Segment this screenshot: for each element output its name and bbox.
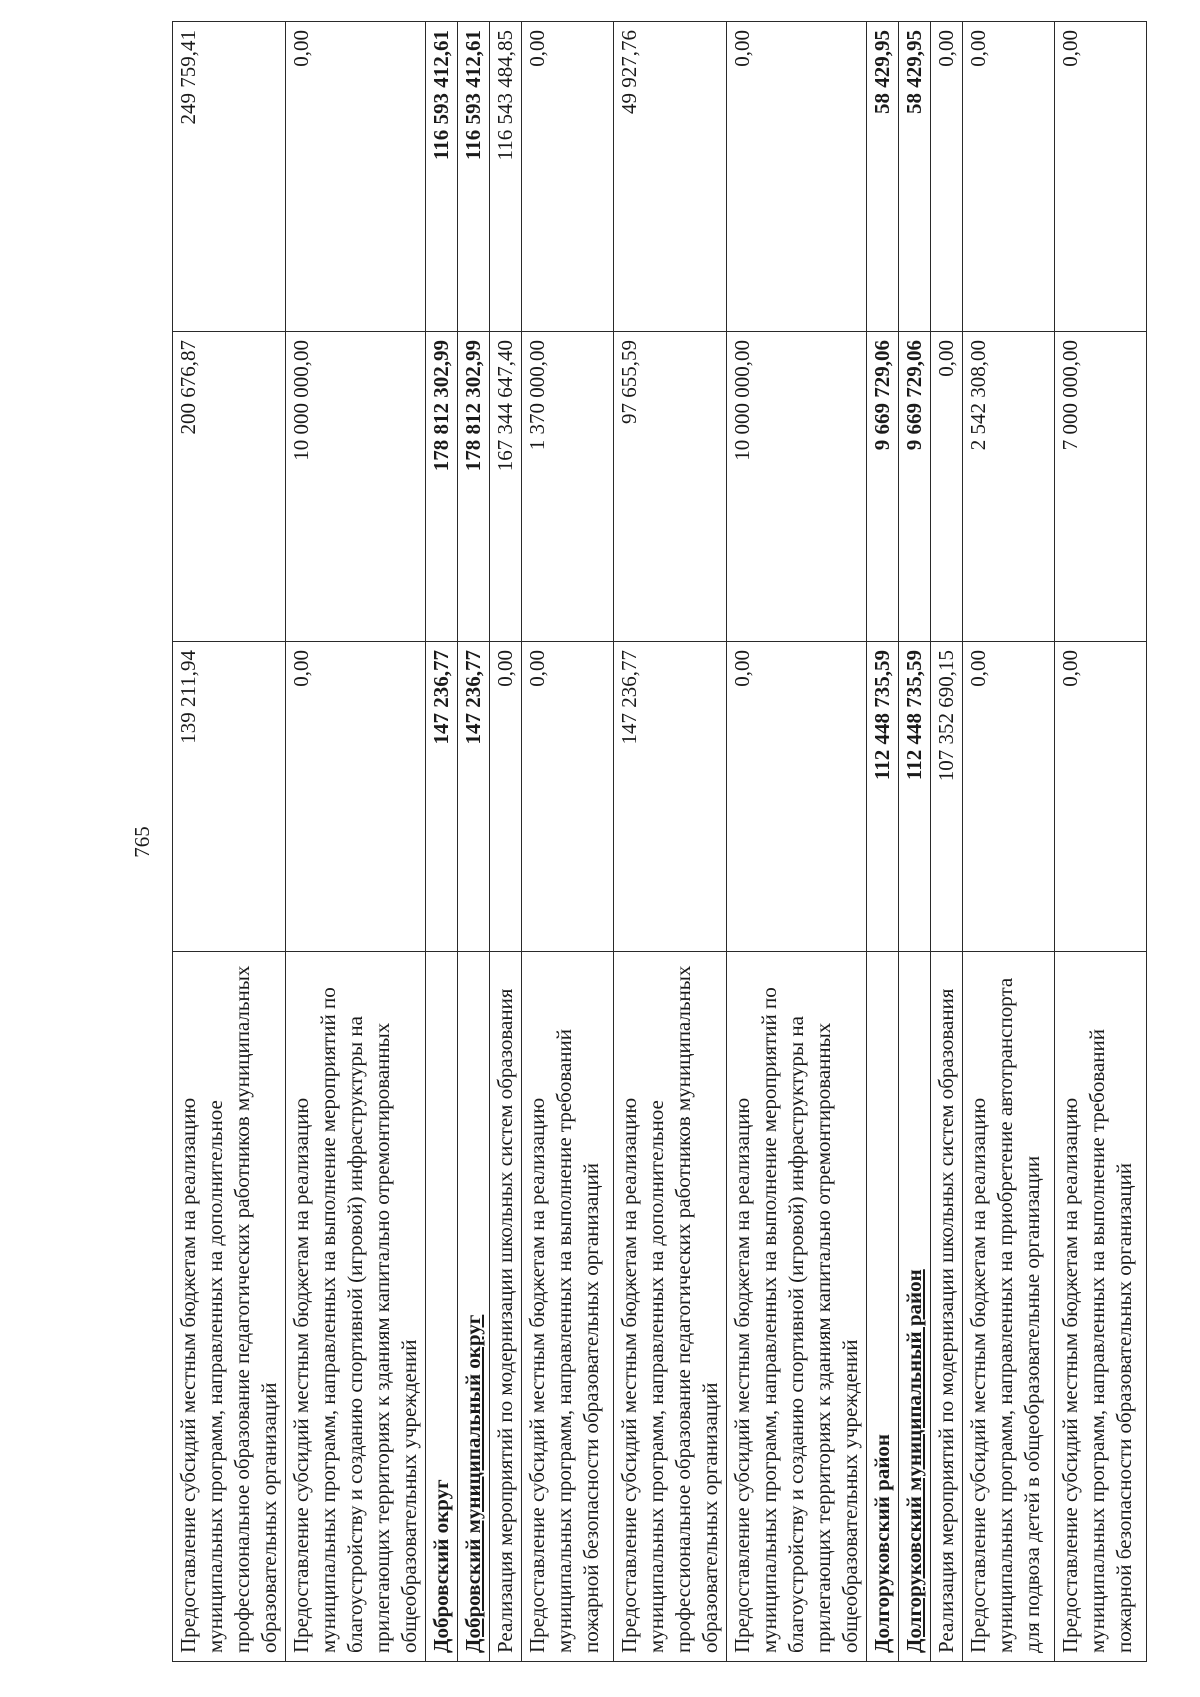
table-row <box>963 22 1055 1662</box>
row-label: Предоставление субсидий местным бюджетам на реализацию муниципальных программ, направленных на выполнение мероприятий по благоустройству и созданию спортивной (игровой) инфраструктуры на прилегающих территориях к зданиям капитально отремонтированных общеобразовательных учреждений <box>286 952 426 1662</box>
value-cell: 7 000 000,00 <box>1055 332 1147 642</box>
value-cell: 178 812 302,99 <box>426 332 458 642</box>
row-label: Предоставление субсидий местным бюджетам на реализацию муниципальных программ, направленных на выполнение требований пожарной безопасности образовательных организаций <box>522 952 614 1662</box>
value-cell: 0,00 <box>963 22 1055 332</box>
value-cell: 0,00 <box>963 642 1055 952</box>
value-cell: 10 000 000,00 <box>727 332 867 642</box>
value-cell: 0,00 <box>727 642 867 952</box>
value-cell: 178 812 302,99 <box>458 332 490 642</box>
value-cell: 58 429,95 <box>867 22 899 332</box>
row-label: Предоставление субсидий местным бюджетам на реализацию муниципальных программ, направленных на выполнение мероприятий по благоустройству и созданию спортивной (игровой) инфраструктуры на прилегающих территориях к зданиям капитально отремонтированных общеобразовательных учреждений <box>727 952 867 1662</box>
row-label: Долгоруковский район <box>867 952 899 1662</box>
value-cell: 116 593 412,61 <box>426 22 458 332</box>
table-row <box>727 22 867 1662</box>
value-cell: 49 927,76 <box>614 22 727 332</box>
row-label: Реализация мероприятий по модернизации школьных систем образования <box>931 952 963 1662</box>
table-row-district-total <box>867 22 899 1662</box>
row-label <box>899 952 931 1662</box>
value-cell: 0,00 <box>286 642 426 952</box>
table-row-municipality-total <box>458 22 490 1662</box>
value-cell: 0,00 <box>1055 642 1147 952</box>
table-row <box>1055 22 1147 1662</box>
value-cell: 147 236,77 <box>614 642 727 952</box>
budget-table <box>172 21 1147 1662</box>
value-cell: 9 669 729,06 <box>867 332 899 642</box>
value-cell: 112 448 735,59 <box>899 642 931 952</box>
table-row-district-total <box>426 22 458 1662</box>
page-number: 765 <box>130 826 154 858</box>
value-cell: 147 236,77 <box>426 642 458 952</box>
value-cell: 0,00 <box>490 642 522 952</box>
value-cell: 0,00 <box>931 332 963 642</box>
value-cell: 139 211,94 <box>173 642 286 952</box>
table-row <box>931 22 963 1662</box>
value-cell: 10 000 000,00 <box>286 332 426 642</box>
row-label: Предоставление субсидий местным бюджетам на реализацию муниципальных программ, направленных на выполнение требований пожарной безопасности образовательных организаций <box>1055 952 1147 1662</box>
value-cell: 0,00 <box>931 22 963 332</box>
value-cell: 116 543 484,85 <box>490 22 522 332</box>
value-cell: 1 370 000,00 <box>522 332 614 642</box>
value-cell: 97 655,59 <box>614 332 727 642</box>
table-row <box>173 22 286 1662</box>
value-cell: 58 429,95 <box>899 22 931 332</box>
row-label: Предоставление субсидий местным бюджетам на реализацию муниципальных программ, направленных на приобретение автотранспорта для подвоза детей в общеобразовательные организации <box>963 952 1055 1662</box>
table-row-municipality-total <box>899 22 931 1662</box>
value-cell: 200 676,87 <box>173 332 286 642</box>
row-label: Добровский округ <box>426 952 458 1662</box>
table-row <box>286 22 426 1662</box>
value-cell: 0,00 <box>1055 22 1147 332</box>
value-cell: 116 593 412,61 <box>458 22 490 332</box>
value-cell: 167 344 647,40 <box>490 332 522 642</box>
table-row <box>490 22 522 1662</box>
value-cell: 0,00 <box>522 22 614 332</box>
row-label: Предоставление субсидий местным бюджетам на реализацию муниципальных программ, направленных на дополнительное профессиональное образование педагогических работников муниципальных образовательных организаций <box>173 952 286 1662</box>
row-label: Предоставление субсидий местным бюджетам на реализацию муниципальных программ, направленных на дополнительное профессиональное образование педагогических работников муниципальных образовательных организаций <box>614 952 727 1662</box>
row-label-text: Долгоруковский муниципальный район <box>902 1269 926 1653</box>
table-row <box>614 22 727 1662</box>
value-cell: 0,00 <box>727 22 867 332</box>
value-cell: 107 352 690,15 <box>931 642 963 952</box>
value-cell: 0,00 <box>286 22 426 332</box>
value-cell: 2 542 308,00 <box>963 332 1055 642</box>
rotated-page-content <box>112 22 1200 1662</box>
value-cell: 9 669 729,06 <box>899 332 931 642</box>
value-cell: 0,00 <box>522 642 614 952</box>
table-row <box>522 22 614 1662</box>
row-label <box>458 952 490 1662</box>
value-cell: 147 236,77 <box>458 642 490 952</box>
value-cell: 249 759,41 <box>173 22 286 332</box>
row-label: Реализация мероприятий по модернизации школьных систем образования <box>490 952 522 1662</box>
value-cell: 112 448 735,59 <box>867 642 899 952</box>
row-label-text: Добровский муниципальный округ <box>461 1314 485 1653</box>
